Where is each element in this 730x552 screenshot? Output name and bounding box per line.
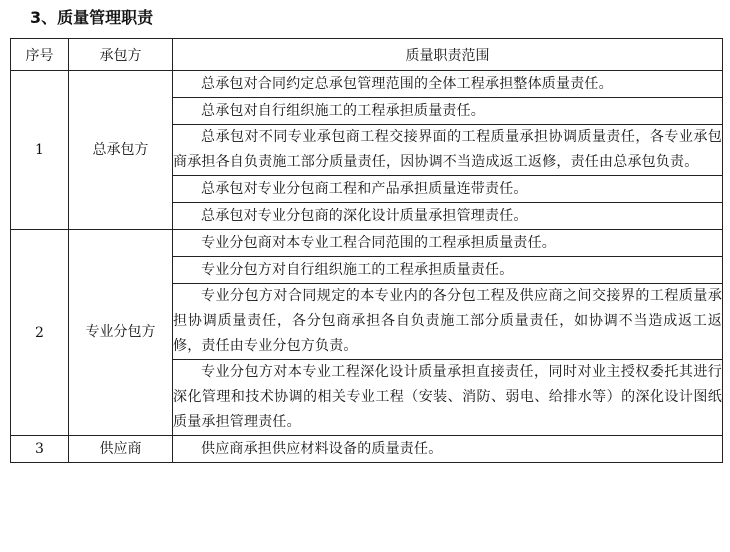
header-row: [11, 39, 723, 71]
party-name: 供应商: [69, 436, 173, 463]
table-row: [11, 436, 723, 463]
row-number: 3: [11, 436, 69, 463]
duty-cell: 总承包对不同专业承包商工程交接界面的工程质量承担协调质量责任，各专业承包商承担各自负责施工部分质量责任，因协调不当造成返工返修，责任由总承包负责。: [173, 125, 723, 176]
duty-cell: 专业分包方对合同规定的本专业内的各分包工程及供应商之间交接界的工程质量承担协调质量责任，各分包商承担各自负责施工部分质量责任，如协调不当造成返工返修，责任由专业分包方负责。: [173, 284, 723, 360]
duty-cell: 专业分包方对本专业工程深化设计质量承担直接责任，同时对业主授权委托其进行深化管理和技术协调的相关专业工程（安装、消防、弱电、给排水等）的深化设计图纸质量承担管理责任。: [173, 360, 723, 436]
duty-cell: 总承包对自行组织施工的工程承担质量责任。: [173, 98, 723, 125]
duty-cell: 专业分包商对本专业工程合同范围的工程承担质量责任。: [173, 230, 723, 257]
duty-cell: 总承包对专业分包商的深化设计质量承担管理责任。: [173, 203, 723, 230]
party-name: 专业分包方: [69, 230, 173, 436]
table-row: [11, 71, 723, 98]
header-no: 序号: [11, 39, 69, 71]
header-scope: 质量职责范围: [173, 39, 723, 71]
row-number: 1: [11, 71, 69, 230]
duty-cell: 供应商承担供应材料设备的质量责任。: [173, 436, 723, 463]
party-name: 总承包方: [69, 71, 173, 230]
duty-cell: 总承包对合同约定总承包管理范围的全体工程承担整体质量责任。: [173, 71, 723, 98]
section-heading: 3、质量管理职责: [30, 8, 154, 27]
header-party: 承包方: [69, 39, 173, 71]
row-number: 2: [11, 230, 69, 436]
quality-responsibility-table: [10, 38, 723, 463]
duty-cell: 总承包对专业分包商工程和产品承担质量连带责任。: [173, 176, 723, 203]
table-row: [11, 230, 723, 257]
duty-cell: 专业分包方对自行组织施工的工程承担质量责任。: [173, 257, 723, 284]
